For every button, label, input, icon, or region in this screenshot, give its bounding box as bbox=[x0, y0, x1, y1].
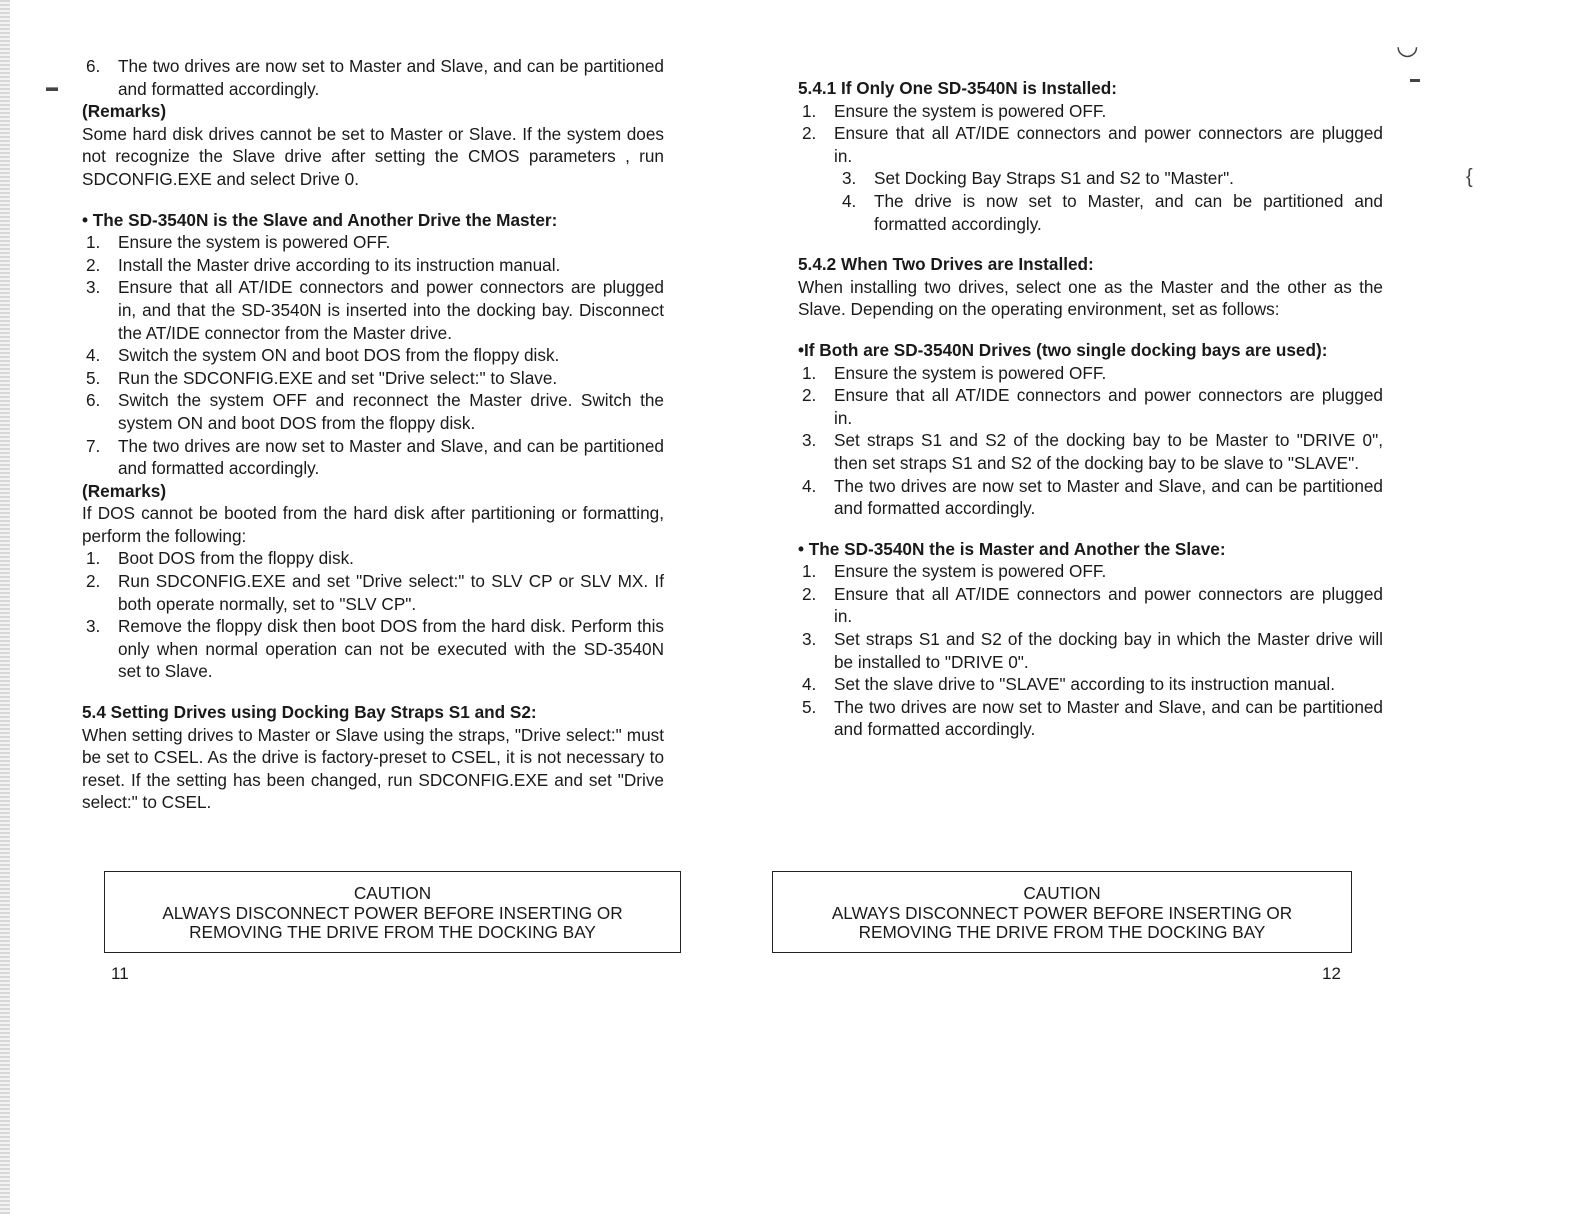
section-542-heading: 5.4.2 When Two Drives are Installed: bbox=[798, 254, 1094, 275]
remarks-text: If DOS cannot be booted from the hard disk after partitioning or formatting, perform the following: bbox=[82, 503, 664, 546]
section-54-text: When setting drives to Master or Slave using the straps, "Drive select:" must be set to CSEL. As the drive is factory-preset to CSEL, it is not necessary to reset. If the setting has been changed, run SDCONFIG.EXE and set "Drive select:" to CSEL. bbox=[82, 724, 664, 813]
list-item: 1. Ensure the system is powered OFF. bbox=[802, 561, 1107, 582]
intro-list bbox=[82, 55, 664, 100]
remarks-steps-list bbox=[82, 547, 664, 683]
list-item: 2. Ensure that all AT/IDE connectors and power connectors are plugged in. bbox=[802, 123, 1383, 166]
list-item: 2. Run SDCONFIG.EXE and set "Drive select:" to SLV CP or SLV MX. If both operate normally, set to "SLV CP". bbox=[86, 571, 664, 614]
list-item: 1. Ensure the system is powered OFF. bbox=[86, 232, 391, 253]
list-item: 3. Set straps S1 and S2 of the docking bay in which the Master drive will be installed to "DRIVE 0". bbox=[802, 629, 1383, 672]
steps-list bbox=[82, 231, 664, 480]
scan-mark: ◡ bbox=[1396, 30, 1419, 60]
page-number: 12 bbox=[1322, 964, 1341, 983]
both-drives-heading: •If Both are SD-3540N Drives (two single docking bays are used): bbox=[798, 339, 1328, 360]
caution-box bbox=[772, 871, 1352, 953]
remarks-text: Some hard disk drives cannot be set to Master or Slave. If the system does not recognize the Slave drive after setting the CMOS parameters , run SDCONFIG.EXE and select Drive 0. bbox=[82, 123, 664, 189]
section-heading: • The SD-3540N is the Slave and Another Drive the Master: bbox=[82, 209, 558, 230]
list-item: 1. Ensure the system is powered OFF. bbox=[802, 100, 1107, 121]
section-54-heading: 5.4 Setting Drives using Docking Bay Straps S1 and S2: bbox=[82, 702, 537, 723]
caution-line: REMOVING THE DRIVE FROM THE DOCKING BAY bbox=[858, 922, 1266, 942]
list-item: 5. The two drives are now set to Master and Slave, and can be partitioned and formatted accordingly. bbox=[802, 696, 1383, 740]
list-item: 6. The two drives are now set to Master and Slave, and can be partitioned and formatted accordingly. bbox=[86, 56, 664, 99]
steps-list bbox=[798, 100, 1383, 168]
list-item: 3. Ensure that all AT/IDE connectors and power connectors are plugged in, and that the SD-3540N is inserted into the docking bay. Disconnect the AT/IDE connector from the Master drive. bbox=[86, 277, 664, 343]
section-542-text: When installing two drives, select one as the Master and the other as the Slave. Depending on the operating environment, set as follows: bbox=[798, 276, 1383, 320]
remarks-heading: (Remarks) bbox=[82, 101, 167, 122]
remarks-heading: (Remarks) bbox=[82, 480, 167, 501]
substeps-list bbox=[798, 167, 1383, 235]
page-number: 11 bbox=[111, 964, 129, 983]
list-item: 1. Boot DOS from the floppy disk. bbox=[86, 548, 354, 569]
caution-title: CAUTION bbox=[353, 883, 432, 903]
caution-title: CAUTION bbox=[1023, 883, 1101, 903]
list-item: 3. Remove the floppy disk then boot DOS from the hard disk. Perform this only when normal operation can not be executed with the SD-3540N set to Slave. bbox=[86, 616, 664, 682]
list-item: 2. Ensure that all AT/IDE connectors and power connectors are plugged in. bbox=[802, 583, 1383, 627]
list-item: 4. Set the slave drive to "SLAVE" according to its instruction manual. bbox=[802, 674, 1336, 695]
scan-mark: { bbox=[1466, 166, 1473, 188]
list-item: 3. Set straps S1 and S2 of the docking bay to be Master to "DRIVE 0", then set straps S1 and S2 of the docking bay to be slave to "SLAVE". bbox=[802, 430, 1383, 473]
caution-line: ALWAYS DISCONNECT POWER BEFORE INSERTING OR bbox=[831, 902, 1293, 923]
list-item: 7. The two drives are now set to Master and Slave, and can be partitioned and formatted accordingly. bbox=[86, 435, 664, 479]
scan-mark: ▬ bbox=[46, 80, 58, 94]
scan-mark: ▬ bbox=[1410, 74, 1420, 85]
list-item: 4. The two drives are now set to Master and Slave, and can be partitioned and formatted accordingly. bbox=[802, 475, 1383, 519]
list-item: 6. Switch the system OFF and reconnect the Master drive. Switch the system ON and boot DOS from the floppy disk. bbox=[86, 390, 664, 433]
list-item: 2. Install the Master drive according to its instruction manual. bbox=[86, 254, 561, 275]
right-page bbox=[798, 77, 1383, 741]
list-item: 3. Set Docking Bay Straps S1 and S2 to "Master". bbox=[842, 168, 1234, 189]
list-item: 5. Run the SDCONFIG.EXE and set "Drive select:" to Slave. bbox=[86, 367, 558, 388]
caution-line: REMOVING THE DRIVE FROM THE DOCKING BAY bbox=[189, 922, 596, 942]
scan-edge bbox=[0, 0, 10, 1214]
caution-line: ALWAYS DISCONNECT POWER BEFORE INSERTING OR bbox=[162, 902, 623, 923]
list-item: 4. The drive is now set to Master, and can be partitioned and formatted accordingly. bbox=[842, 190, 1383, 234]
list-item: 4. Switch the system ON and boot DOS from the floppy disk. bbox=[86, 345, 560, 366]
caution-box bbox=[104, 871, 681, 953]
list-item: 1. Ensure the system is powered OFF. bbox=[802, 362, 1107, 383]
list-item: 2. Ensure that all AT/IDE connectors and power connectors are plugged in. bbox=[802, 385, 1383, 428]
steps-list bbox=[798, 560, 1383, 741]
section-541-heading: 5.4.1 If Only One SD-3540N is Installed: bbox=[798, 78, 1118, 98]
master-heading: • The SD-3540N the is Master and Another the Slave: bbox=[798, 538, 1226, 559]
steps-list bbox=[798, 362, 1383, 520]
left-page bbox=[82, 55, 664, 814]
